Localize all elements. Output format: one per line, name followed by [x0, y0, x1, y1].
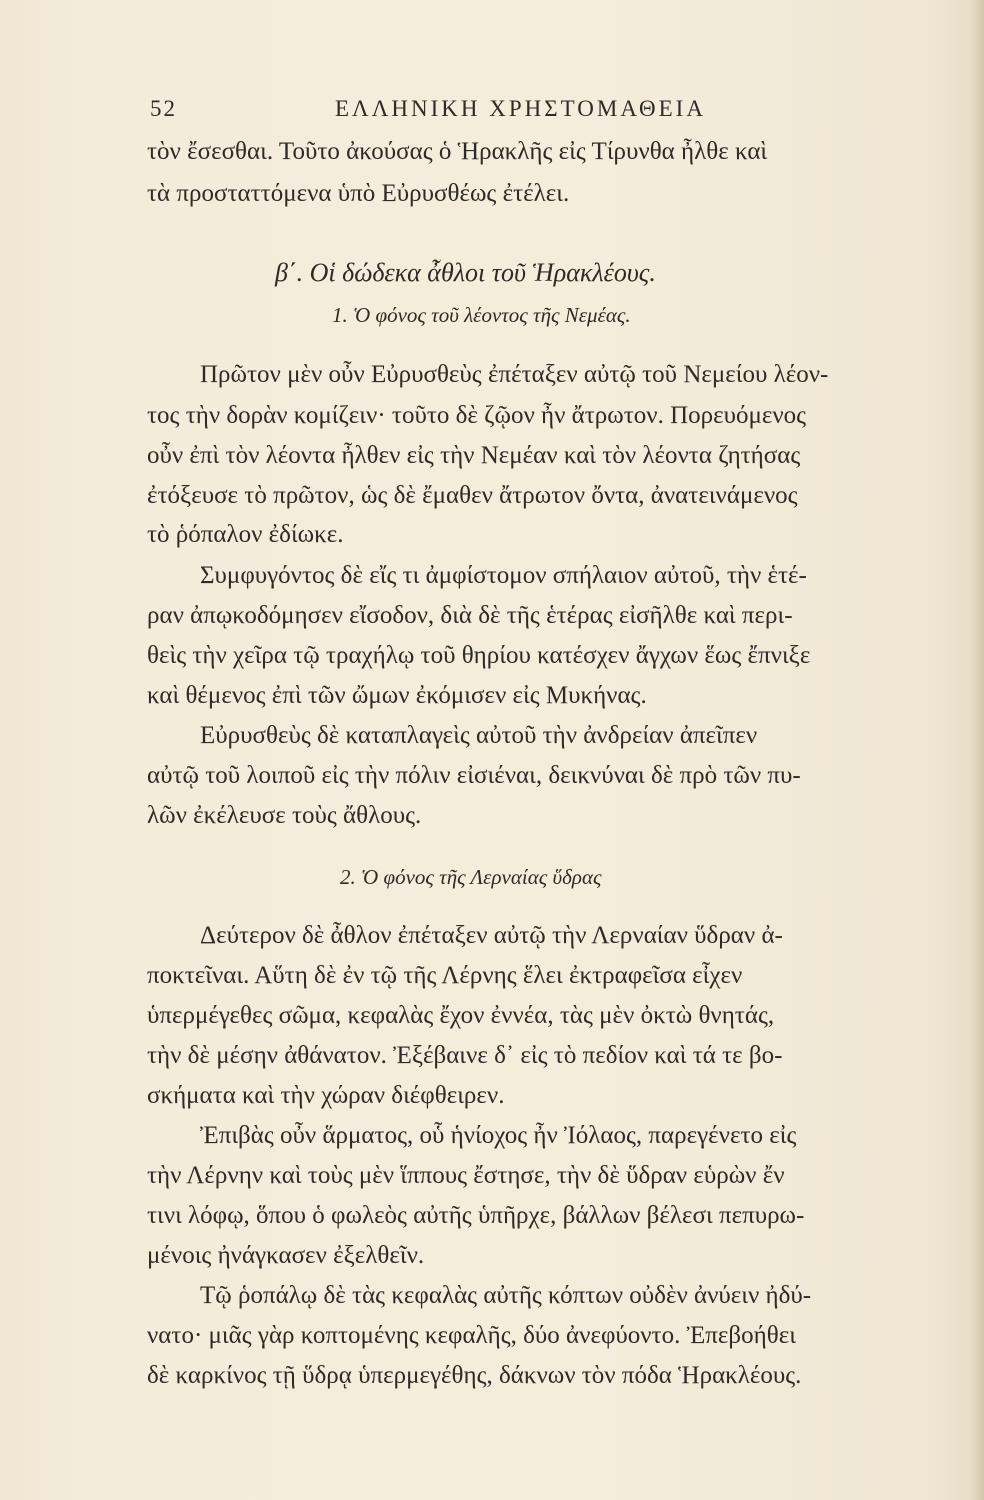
text-line: τὴν Λέρνην καὶ τοὺς μὲν ἵππους ἔστησε, τὴν δὲ ὕδραν εὑρὼν ἔν [147, 1162, 785, 1189]
text-line: μένοις ἠνάγκασεν ἐξελθεῖν. [147, 1242, 425, 1269]
subsection-heading-2: 2. Ὁ φόνος τῆς Λερναίας ὕδρας [340, 865, 602, 889]
text-line: ἐτόξευσε τὸ πρῶτον, ὡς δὲ ἔμαθεν ἄτρωτον ὄντα, ἀνατεινάμενος [147, 482, 798, 509]
section-heading: β΄. Οἱ δώδεκα ἆθλοι τοῦ Ἡρακλέους. [275, 258, 656, 287]
text-line: ποκτεῖναι. Αὕτη δὲ ἐν τῷ τῆς Λέρνης ἕλει ἐκτραφεῖσα εἶχεν [147, 962, 743, 989]
text-line: Τῷ ῥοπάλῳ δὲ τὰς κεφαλὰς αὐτῆς κόπτων οὐδὲν ἀνύειν ἠδύ- [200, 1282, 812, 1309]
text-line: Δεύτερον δὲ ἆθλον ἐπέταξεν αὐτῷ τὴν Λερναίαν ὕδραν ἀ- [200, 922, 783, 949]
text-line: τὸ ῥόπαλον ἐδίωκε. [147, 521, 344, 548]
text-line: λῶν ἐκέλευσε τοὺς ἄθλους. [147, 802, 422, 829]
text-line: θεὶς τὴν χεῖρα τῷ τραχήλῳ τοῦ θηρίου κατέσχεν ἄγχων ἕως ἔπνιξε [147, 642, 811, 669]
text-line: δὲ καρκίνος τῇ ὕδρᾳ ὑπερμεγέθης, δάκνων τὸν πόδα Ἡρακλέους. [147, 1362, 802, 1389]
text-line: νατο· μιᾶς γὰρ κοπτομένης κεφαλῆς, δύο ἀνεφύοντο. Ἐπεβοήθει [147, 1322, 796, 1349]
text-line: τος τὴν δορὰν κομίζειν· τοῦτο δὲ ζῷον ἦν ἄτρωτον. Πορευόμενος [147, 402, 807, 429]
text-line: αὐτῷ τοῦ λοιποῦ εἰς τὴν πόλιν εἰσιέναι, δεικνύναι δὲ πρὸ τῶν πυ- [147, 762, 801, 789]
text-line: οὖν ἐπὶ τὸν λέοντα ἦλθεν εἰς τὴν Νεμέαν καὶ τὸν λέοντα ζητήσας [147, 442, 801, 469]
text-line: Συμφυγόντος δὲ εἴς τι ἀμφίστομον σπήλαιον αὐτοῦ, τὴν ἑτέ- [200, 562, 807, 589]
text-line: τὸν ἔσεσθαι. Τοῦτο ἀκούσας ὁ Ἡρακλῆς εἰς Τίρυνθα ἦλθε καὶ [147, 138, 768, 165]
text-line: ὑπερμέγεθες σῶμα, κεφαλὰς ἔχον ἐννέα, τὰς μὲν ὀκτὼ θνητάς, [147, 1002, 775, 1029]
page-edge-shadow [970, 0, 984, 1500]
text-line: σκήματα καὶ τὴν χώραν διέφθειρεν. [147, 1082, 505, 1109]
text-line: ραν ἀπῳκοδόμησεν εἴσοδον, διὰ δὲ τῆς ἑτέρας εἰσῆλθε καὶ περι- [147, 602, 793, 629]
text-line: Πρῶτον μὲν οὖν Εὐρυσθεὺς ἐπέταξεν αὐτῷ τοῦ Νεμείου λέον- [200, 361, 829, 388]
subsection-heading-1: 1. Ὁ φόνος τοῦ λέοντος τῆς Νεμέας. [332, 303, 631, 327]
running-title: ΕΛΛΗΝΙΚΗ ΧΡΗΣΤΟΜΑΘΕΙΑ [335, 96, 706, 121]
text-line: καὶ θέμενος ἐπὶ τῶν ὤμων ἐκόμισεν εἰς Μυκήνας. [147, 682, 647, 709]
page-header [150, 96, 740, 126]
text-line: τινι λόφῳ, ὅπου ὁ φωλεὸς αὐτῆς ὑπῆρχε, βάλλων βέλεσι πεπυρω- [147, 1202, 805, 1229]
text-line: Εὐρυσθεὺς δὲ καταπλαγεὶς αὐτοῦ τὴν ἀνδρείαν ἀπεῖπεν [200, 722, 758, 749]
text-line: τὴν δὲ μέσην ἀθάνατον. Ἐξέβαινε δ᾽ εἰς τὸ πεδίον καὶ τά τε βο- [147, 1042, 783, 1069]
text-line: τὰ προσταττόμενα ὑπὸ Εὐρυσθέως ἐτέλει. [147, 180, 570, 207]
text-line: Ἐπιβὰς οὖν ἅρματος, οὗ ἡνίοχος ἦν Ἰόλαος, παρεγένετο εἰς [200, 1122, 797, 1149]
page-number: 52 [150, 96, 177, 121]
